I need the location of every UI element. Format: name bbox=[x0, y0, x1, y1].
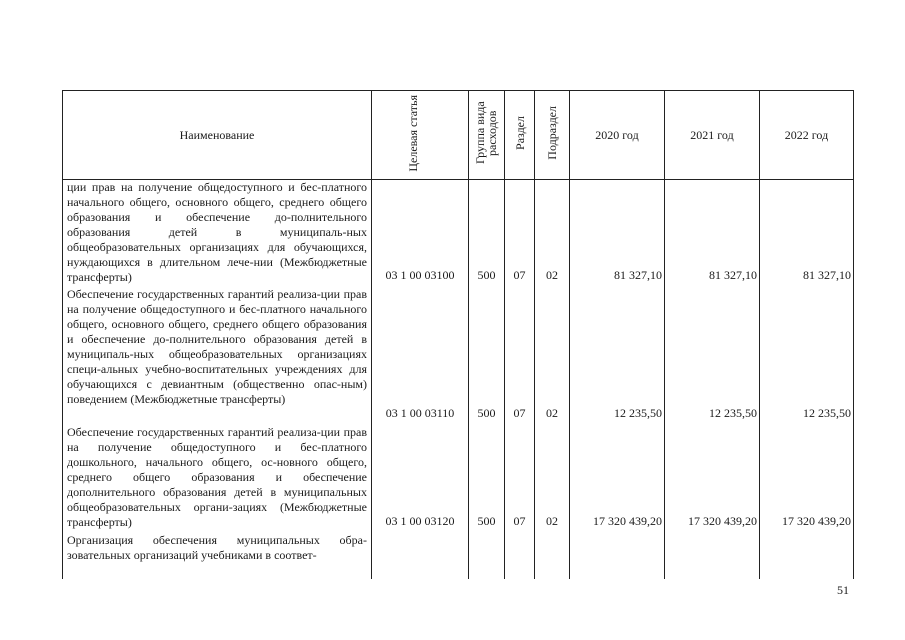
table-row bbox=[63, 180, 854, 288]
row-2022-cell: 12 235,50 bbox=[760, 287, 854, 425]
row-group-cell bbox=[469, 533, 505, 579]
row-2020-cell bbox=[570, 533, 665, 579]
header-2021: 2021 год bbox=[665, 91, 760, 180]
row-target-cell bbox=[372, 533, 469, 579]
header-name: Наименование bbox=[63, 91, 372, 180]
row-group-cell: 500 bbox=[469, 287, 505, 425]
row-2021-cell: 81 327,10 bbox=[665, 180, 760, 288]
row-2022-cell: 17 320 439,20 bbox=[760, 425, 854, 533]
row-2021-cell bbox=[665, 533, 760, 579]
header-subsection: Подраздел bbox=[535, 91, 570, 180]
row-name-cell: ции прав на получение общедоступного и бес-платного начального общего, основного общего, среднего общего образования и обеспечение до-полнительного образования детей в муниципаль-ных общеобразовательных организациях для обучающихся, нуждающихся в длительном лече-нии (Межбюджетные трансферты) bbox=[63, 180, 372, 288]
row-2021-cell: 12 235,50 bbox=[665, 287, 760, 425]
row-name-cell: Обеспечение государственных гарантий реализа-ции прав на получение общедоступного и бес-платного дошкольного, начального общего, ос-новного общего, среднего общего образования и обеспечение дополнительного образования детей в муниципальных общеобразовательных органи-зациях (Межбюджетные трансферты) bbox=[63, 425, 372, 533]
budget-table bbox=[62, 90, 854, 579]
header-2022: 2022 год bbox=[760, 91, 854, 180]
row-subsection-cell: 02 bbox=[535, 287, 570, 425]
row-section-cell: 07 bbox=[505, 287, 535, 425]
row-2020-cell: 17 320 439,20 bbox=[570, 425, 665, 533]
row-name-cell: Обеспечение государственных гарантий реализа-ции прав на получение общедоступного и бес-платного начального общего, основного общего, среднего общего образования и обеспечение до-полнительного образования детей в муниципаль-ных общеобразовательных организациях специ-альных учебно-воспитательных учреждениях для обучающихся с девиантным (общественно опас-ным) поведением (Межбюджетные трансферты) bbox=[63, 287, 372, 425]
row-target-cell: 03 1 00 03110 bbox=[372, 287, 469, 425]
row-2021-cell: 17 320 439,20 bbox=[665, 425, 760, 533]
row-subsection-cell: 02 bbox=[535, 180, 570, 288]
page-number: 51 bbox=[837, 583, 849, 597]
row-2022-cell: 81 327,10 bbox=[760, 180, 854, 288]
row-group-cell: 500 bbox=[469, 180, 505, 288]
row-group-cell: 500 bbox=[469, 425, 505, 533]
header-section: Раздел bbox=[505, 91, 535, 180]
table-row bbox=[63, 533, 854, 579]
row-section-cell bbox=[505, 533, 535, 579]
header-expense-group: Группа вида расходов bbox=[469, 91, 505, 180]
header-2020: 2020 год bbox=[570, 91, 665, 180]
row-2020-cell: 12 235,50 bbox=[570, 287, 665, 425]
row-section-cell: 07 bbox=[505, 180, 535, 288]
row-name-cell: Организация обеспечения муниципальных обра-зовательных организаций учебниками в соответ- bbox=[63, 533, 372, 579]
row-subsection-cell: 02 bbox=[535, 425, 570, 533]
row-target-cell: 03 1 00 03120 bbox=[372, 425, 469, 533]
table-row bbox=[63, 425, 854, 533]
row-2022-cell bbox=[760, 533, 854, 579]
row-section-cell: 07 bbox=[505, 425, 535, 533]
table-row bbox=[63, 287, 854, 425]
row-2020-cell: 81 327,10 bbox=[570, 180, 665, 288]
row-subsection-cell bbox=[535, 533, 570, 579]
row-target-cell: 03 1 00 03100 bbox=[372, 180, 469, 288]
header-target-article: Целевая статья bbox=[372, 91, 469, 180]
table-header-row bbox=[63, 91, 854, 180]
